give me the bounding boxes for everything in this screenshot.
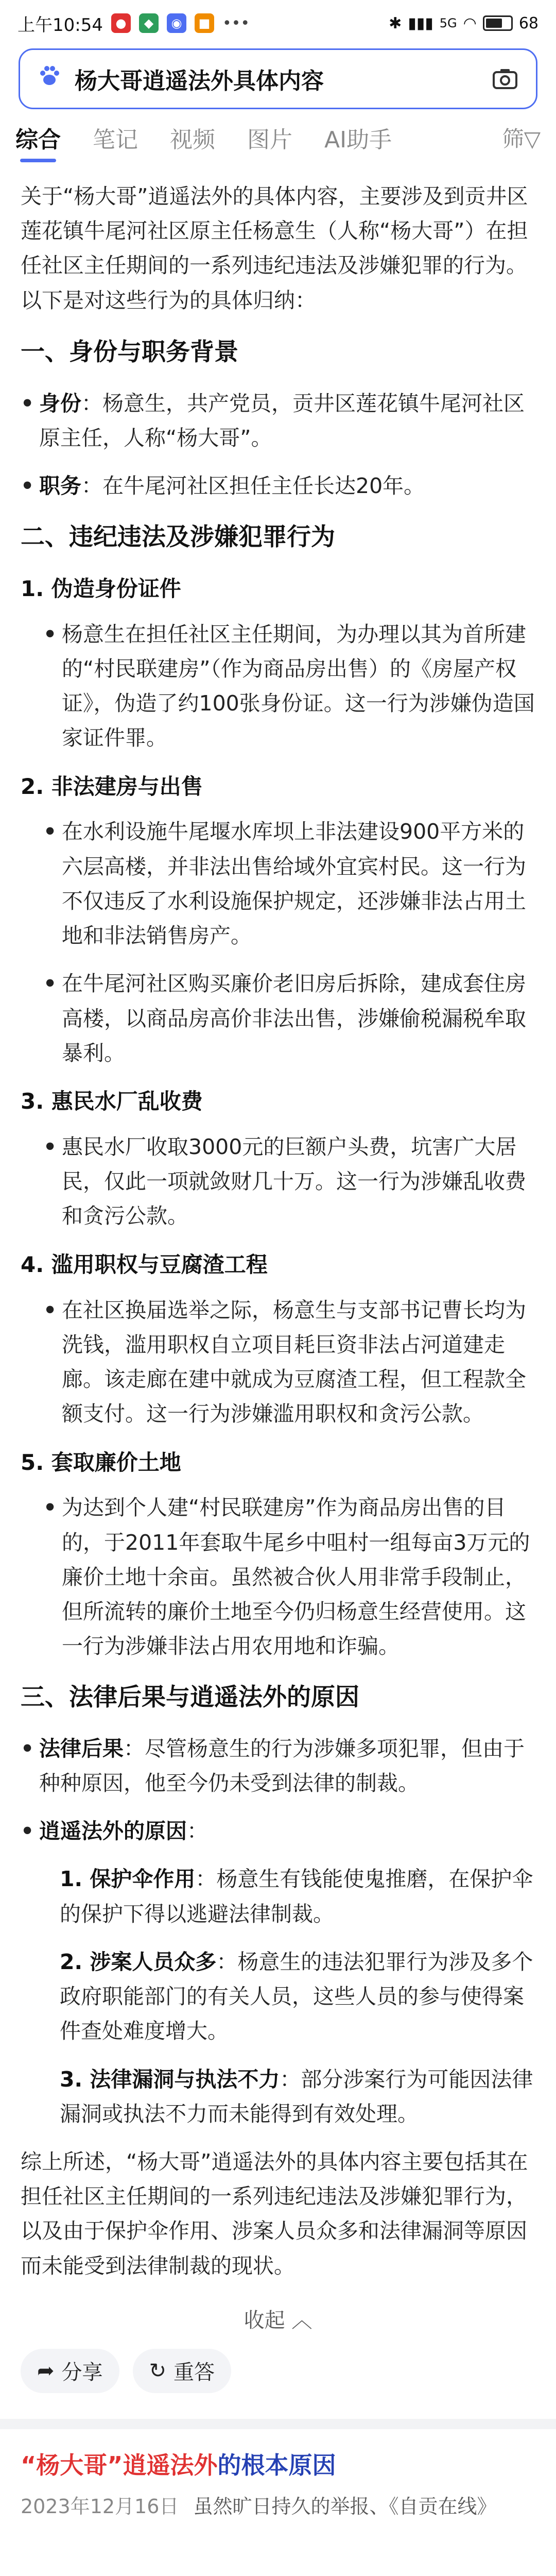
bullet-text: 杨意生在担任社区主任期间，为办理以其为首所建的“村民联建房”（作为商品房出售）的《房屋产权证》，伪造了约100张身份证。这一行为涉嫌伪造国家证件罪。 [62, 621, 535, 751]
bullet-text: ：杨意生，共产党员，贡井区莲花镇牛尾河社区原主任，人称“杨大哥”。 [39, 391, 525, 451]
bullet-text: 为达到个人建“村民联建房”作为商品房出售的目的，于2011年套取牛尾乡中咀村一组每亩3万元的廉价土地十余亩。虽然被合伙人用非常手段制止，但所流转的廉价土地至今仍归杨意生经营使用。这一行为涉嫌非法占用农用地和诈骗。 [62, 1495, 530, 1659]
list-item [21, 1130, 535, 1234]
network-type: 5G [439, 16, 457, 30]
more-dots-icon: ••• [222, 14, 250, 32]
bluetooth-icon: ✱ [389, 14, 402, 32]
bullet-label: 逍遥法外的原因 [39, 1819, 187, 1844]
bullet-text: ： [187, 1819, 208, 1844]
result-title-highlight: “杨大哥”逍遥法外 [21, 2451, 218, 2479]
tab-video[interactable]: 视频 [170, 127, 215, 153]
search-result[interactable] [0, 2429, 556, 2522]
list-item [21, 1490, 535, 1664]
tab-images[interactable]: 图片 [247, 127, 292, 153]
bullet-icon: • [21, 473, 34, 499]
wifi-icon: ◠ [463, 14, 477, 32]
collapse-button[interactable] [0, 2304, 556, 2333]
bullet-label: 法律后果 [39, 1736, 124, 1761]
bullet-icon: • [21, 391, 34, 416]
bullet-icon: • [43, 971, 57, 996]
status-time: 上午10:54 [18, 14, 103, 36]
battery-percent: 68 [518, 14, 538, 32]
section-2-title: 二、违纪违法及涉嫌犯罪行为 [21, 522, 335, 551]
camera-icon[interactable] [491, 66, 519, 91]
subsection-title: 5. 套取廉价土地 [21, 1449, 181, 1475]
subsection-title: 3. 惠民水厂乱收费 [21, 1089, 203, 1114]
share-button[interactable] [21, 2349, 119, 2393]
list-item [21, 2062, 535, 2131]
bullet-icon: • [43, 621, 57, 647]
bullet-text: 在社区换届选举之际，杨意生与支部书记曹长均为洗钱，滥用职权自立项目耗巨资非法占河道建走廊。该走廊在建中就成为豆腐渣工程，但工程款全额支付。这一行为涉嫌滥用职权和贪污公款。 [62, 1297, 526, 1427]
subsection-title: 1. 伪造身份证件 [21, 575, 181, 601]
list-item [21, 967, 535, 1071]
conclusion-paragraph: 综上所述，“杨大哥”逍遥法外的具体内容主要包括其在担任社区主任期间的一系列违纪违法及涉嫌犯罪行为，以及由于保护伞作用、涉案人员众多和法律漏洞等原因而未能受到法律制裁的现状。 [21, 2149, 528, 2278]
regenerate-icon: ↻ [149, 2359, 167, 2383]
bullet-text: ：尽管杨意生的行为涉嫌多项犯罪，但由于种种原因，他至今仍未受到法律的制裁。 [39, 1736, 525, 1795]
ai-answer [0, 166, 556, 2283]
result-date: 2023年12月16日 [21, 2495, 179, 2518]
subsection-title: 2. 非法建房与出售 [21, 773, 203, 799]
bullet-icon: • [43, 1297, 57, 1323]
bullet-icon: • [43, 1495, 57, 1520]
intro-paragraph: 关于“杨大哥”逍遥法外的具体内容，主要涉及到贡井区莲花镇牛尾河社区原主任杨意生（人称“杨大哥”）在担任社区主任期间的一系列违纪违法及涉嫌犯罪的行为。以下是对这些行为的具体归纳： [21, 184, 528, 313]
answer-actions [0, 2349, 556, 2393]
section-divider [0, 2419, 556, 2429]
search-tabs [0, 109, 556, 166]
share-icon: ➦ [37, 2359, 55, 2383]
status-bar [0, 0, 556, 46]
status-right [389, 14, 538, 32]
tab-notes[interactable]: 笔记 [93, 127, 138, 153]
tab-filter[interactable] [502, 122, 541, 153]
bullet-label: 身份 [39, 391, 81, 416]
regenerate-button[interactable] [133, 2349, 232, 2393]
bullet-text: 在牛尾河社区购买廉价老旧房后拆除，建成套住房高楼，以商品房高价非法出售，涉嫌偷税漏税牟取暴利。 [62, 971, 526, 1065]
reason-label: 2. 涉案人员众多 [60, 1949, 217, 1974]
app-notification-icon: ● [111, 13, 131, 33]
bullet-icon: • [21, 1736, 34, 1761]
result-snippet: 虽然旷日持久的举报、《自贡在线》 [193, 2495, 497, 2518]
tab-all[interactable]: 综合 [15, 121, 61, 154]
reason-text: ：部分涉案行为可能因法律漏洞或执法不力而未能得到有效处理。 [60, 2066, 533, 2126]
tab-filter-label: 筛 [502, 126, 524, 151]
bullet-icon: • [21, 1819, 34, 1844]
bullet-label: 职务 [39, 473, 81, 499]
subsection-title: 4. 滥用职权与豆腐渣工程 [21, 1251, 268, 1277]
reason-label: 1. 保护伞作用 [60, 1867, 196, 1892]
list-item [21, 617, 535, 756]
list-item [21, 386, 535, 455]
chevron-up-icon: ︿ [291, 2308, 312, 2332]
list-item [21, 1732, 535, 1801]
filter-icon: ▽ [524, 126, 541, 151]
reason-text: ：杨意生的违法犯罪行为涉及多个政府职能部门的有关人员，这些人员的参与使得案件查处难度增大。 [60, 1949, 533, 2044]
section-1-title: 一、身份与职务背景 [21, 337, 238, 366]
battery-icon [483, 15, 513, 31]
list-item [21, 1293, 535, 1432]
bullet-text: 在水利设施牛尾堰水库坝上非法建设900平方米的六层高楼，并非法出售给域外宜宾村民。这一行为不仅违反了水利设施保护规定，还涉嫌非法占用土地和非法销售房产。 [62, 819, 526, 948]
result-title[interactable] [21, 2448, 535, 2483]
list-item [21, 1862, 535, 1931]
reason-text: ：杨意生有钱能使鬼推磨，在保护伞的保护下得以逃避法律制裁。 [60, 1867, 533, 1926]
list-item [21, 1945, 535, 2049]
list-item [21, 469, 535, 503]
signal-icon: ▮▮▮ [408, 14, 433, 32]
search-input[interactable]: 杨大哥逍遥法外具体内容 [75, 68, 324, 94]
battery-fill [486, 19, 502, 28]
bullet-icon: • [43, 819, 57, 844]
bullet-icon: • [43, 1134, 57, 1159]
list-item [21, 815, 535, 953]
baidu-paw-icon [37, 63, 62, 95]
tab-ai-assistant[interactable]: AI助手 [324, 127, 392, 153]
share-label: 分享 [61, 2361, 103, 2385]
regenerate-label: 重答 [173, 2361, 215, 2385]
status-left [18, 11, 250, 36]
list-item [21, 1814, 535, 1849]
search-area [0, 48, 556, 109]
bullet-text: ：在牛尾河社区担任主任长达20年。 [81, 473, 425, 499]
baidu-notification-icon: ◉ [167, 13, 186, 33]
wechat-notification-icon: ◆ [139, 13, 159, 33]
shop-notification-icon: ■ [195, 13, 214, 33]
reason-label: 3. 法律漏洞与执法不力 [60, 2066, 280, 2092]
search-box[interactable] [19, 48, 537, 109]
bullet-text: 惠民水厂收取3000元的巨额户头费，坑害广大居民，仅此一项就敛财几十万。这一行为涉嫌乱收费和贪污公款。 [62, 1134, 526, 1229]
result-meta [21, 2492, 535, 2522]
collapse-label: 收起 [244, 2308, 285, 2332]
section-3-title: 三、法律后果与逍遥法外的原因 [21, 1683, 359, 1711]
result-title-rest: 的根本原因 [217, 2451, 336, 2479]
